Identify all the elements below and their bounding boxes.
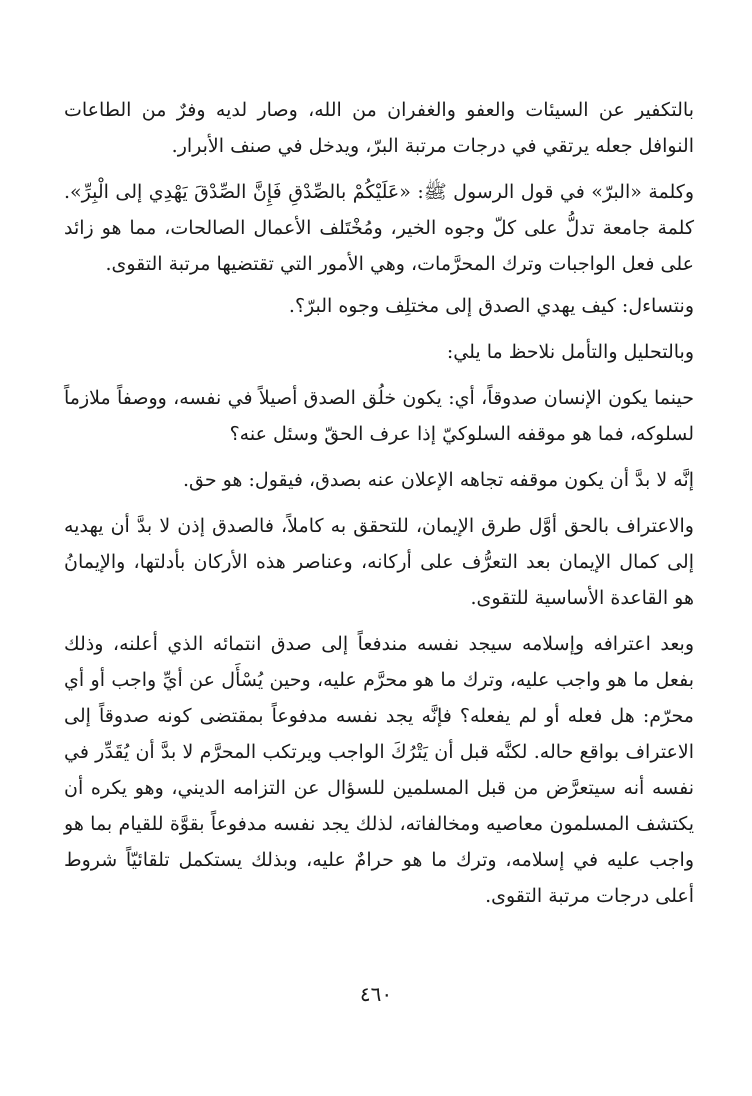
paragraph-4: وبالتحليل والتأمل نلاحظ ما يلي: [446,341,694,363]
paragraph-1: بالتكفير عن السيئات والعفو والغفران من الله، وصار لديه وفرٌ من الطاعات النوافل جعله يرتقي في درجات مرتبة البرّ، ويدخل في صنف الأبرار. [64,99,694,157]
page-number: ٤٦٠ [359,982,393,1006]
paragraph-3: ونتساءل: كيف يهدي الصدق إلى مختلِف وجوه البرّ؟. [288,295,694,317]
paragraph-6: إنَّه لا بدَّ أن يكون موقفه تجاهه الإعلان عنه بصدق، فيقول: هو حق. [182,469,694,491]
paragraph-2: وكلمة «البرّ» في قول الرسول ﷺ: «عَلَيْكُمْ بالصِّدْقِ فَإِنَّ الصِّدْقَ يَهْدِي إلى الْبِرِّ». كلمة جامعة تدلُّ على كلّ وجوه الخير، ومُخْتَلف الأعمال الصالحات، مما هو زائد على فعل الواجبات وترك المحرَّمات، وهي الأمور التي تقتضيها مرتبة التقوى. [64,181,694,275]
paragraph-8: وبعد اعترافه وإسلامه سيجد نفسه مندفعاً إلى صدق انتمائه الذي أعلنه، وذلك بفعل ما هو واجب عليه، وترك ما هو محرَّم عليه، وحين يُسْأَل عن أيِّ واجب أو أي محرّم: هل فعله أو لم يفعله؟ فإنَّه يجد نفسه مدفوعاً بمقتضى كونه صدوقاً إلى الاعتراف بواقع حاله. لكنَّه قبل أن يَتْرُكَ الواجب ويرتكب المحرَّم لا بدَّ أن يُقَدِّر في نفسه أنه سيتعرَّض من قبل المسلمين للسؤال عن التزامه الديني، وهو يكره أن يكتشف المسلمون معاصيه ومخالفاته، لذلك يجد نفسه مدفوعاً بقوَّة للقيام بما هو واجب عليه في إسلامه، وترك ما هو حرامٌ عليه، وبذلك يستكمل تلقائيّاً شروط أعلى درجات مرتبة التقوى. [64,633,694,907]
paragraph-5: حينما يكون الإنسان صدوقاً، أي: يكون خلُق الصدق أصيلاً في نفسه، ووصفاً ملازماً لسلوكه، فما هو موقفه السلوكيّ إذا عرف الحقّ وسئل عنه؟ [64,387,694,445]
paragraph-7: والاعتراف بالحق أوَّل طرق الإيمان، للتحقق به كاملاً، فالصدق إذن لا بدَّ أن يهديه إلى كمال الإيمان بعد التعرُّف على أركانه، وعناصر هذه الأركان بأدلتها، والإيمانُ هو القاعدة الأساسية للتقوى. [64,515,694,609]
